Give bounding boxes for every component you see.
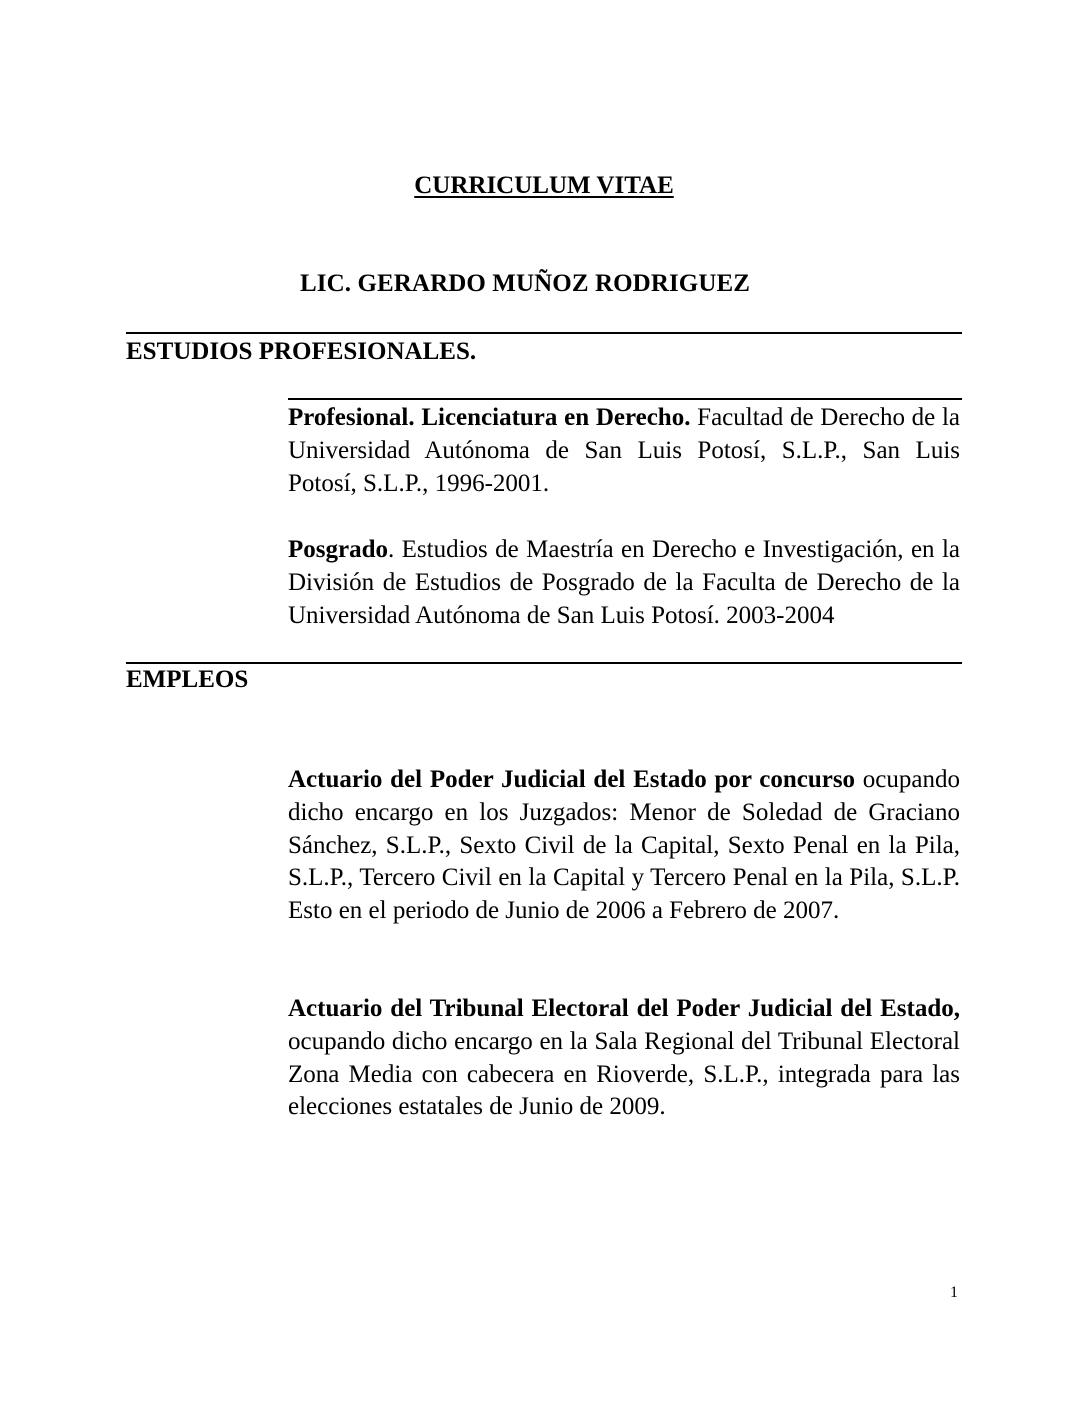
section-divider (288, 398, 962, 400)
entry-actuario-poder-judicial (288, 764, 960, 928)
entry-text: Facultad de Derecho de la Universidad Autónoma de San Luis Potosí, S.L.P., San Luis Potosí, S.L.P., 1996-2001. (288, 404, 960, 497)
entry-bold-label: Actuario del Tribunal Electoral del Poder Judicial del Estado, (288, 995, 960, 1022)
page-number: 1 (950, 1284, 958, 1301)
entry-posgrado (288, 534, 960, 632)
entry-text: ocupando dicho encargo en los Juzgados: Menor de Soledad de Graciano Sánchez, S.L.P., Sexto Civil de la Capital, Sexto Penal en la Pila, S.L.P., Tercero Civil en la Capital y Tercero Penal en la Pila, S.L.P. Esto en el periodo de Junio de 2006 a Febrero de 2007. (288, 766, 960, 925)
section-heading-empleos: EMPLEOS (126, 666, 249, 693)
section-heading-estudios: ESTUDIOS PROFESIONALES. (126, 338, 477, 365)
entry-text: . Estudios de Maestría en Derecho e Investigación, en la División de Estudios de Posgrado de la Faculta de Derecho de la Universidad Autónoma de San Luis Potosí. 2003-2004 (288, 536, 960, 629)
entry-text: ocupando dicho encargo en la Sala Regional del Tribunal Electoral Zona Media con cabecera en Rioverde, S.L.P., integrada para las elecciones estatales de Junio de 2009. (288, 1027, 960, 1121)
person-name: LIC. GERARDO MUÑOZ RODRIGUEZ (300, 270, 751, 297)
entry-bold-label: Posgrado (288, 536, 388, 563)
section-divider (126, 662, 962, 664)
entry-bold-label: Profesional. Licenciatura en Derecho. (288, 404, 691, 431)
entry-actuario-tribunal-electoral (288, 993, 960, 1124)
section-divider (126, 332, 962, 334)
document-title: CURRICULUM VITAE (414, 172, 674, 199)
entry-profesional (288, 402, 960, 500)
entry-bold-label: Actuario del Poder Judicial del Estado por concurso (288, 766, 856, 793)
